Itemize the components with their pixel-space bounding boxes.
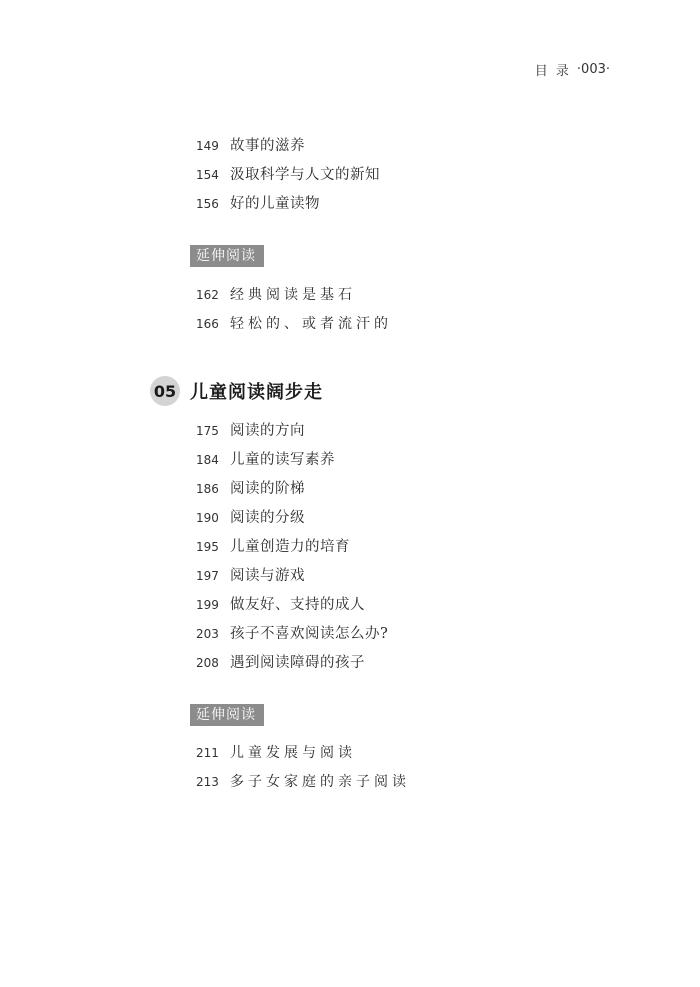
toc-title: 儿童的读写素养 xyxy=(230,452,335,468)
toc-entry[interactable] xyxy=(196,622,388,644)
toc-entry[interactable] xyxy=(196,535,350,557)
page-header xyxy=(535,60,610,79)
toc-title: 阅读与游戏 xyxy=(230,568,305,584)
toc-entry[interactable] xyxy=(196,564,305,586)
toc-entry[interactable] xyxy=(196,771,410,793)
toc-page-number: 203 xyxy=(196,627,219,641)
toc-page-number: 211 xyxy=(196,746,219,760)
toc-entry[interactable] xyxy=(196,448,335,470)
toc-title: 阅读的方向 xyxy=(230,423,305,439)
toc-entry[interactable] xyxy=(196,742,356,764)
toc-page-number: 199 xyxy=(196,598,219,612)
toc-page-number: 166 xyxy=(196,317,219,331)
toc-title: 多子女家庭的亲子阅读 xyxy=(230,774,410,790)
toc-page-number: 213 xyxy=(196,775,219,789)
toc-entry[interactable] xyxy=(196,477,305,499)
toc-title: 阅读的阶梯 xyxy=(230,481,305,497)
toc-page-number: 156 xyxy=(196,197,219,211)
toc-page-number: 149 xyxy=(196,139,219,153)
toc-entry[interactable] xyxy=(196,593,365,615)
toc-page-number: 162 xyxy=(196,288,219,302)
toc-title: 做友好、支持的成人 xyxy=(230,597,365,613)
toc-page-number: 184 xyxy=(196,453,219,467)
extended-reading-badge: 延伸阅读 xyxy=(190,245,264,267)
toc-page-number: 190 xyxy=(196,511,219,525)
toc-title: 遇到阅读障碍的孩子 xyxy=(230,655,365,671)
toc-entry[interactable] xyxy=(196,284,356,306)
toc-entry[interactable] xyxy=(196,134,305,156)
toc-entry[interactable] xyxy=(196,419,305,441)
extended-reading-badge: 延伸阅读 xyxy=(190,704,264,726)
toc-title: 儿童创造力的培育 xyxy=(230,539,350,555)
chapter-title: 儿童阅读阔步走 xyxy=(190,382,323,403)
chapter-heading[interactable] xyxy=(150,376,323,406)
toc-title: 故事的滋养 xyxy=(230,138,305,154)
toc-page-number: 208 xyxy=(196,656,219,670)
toc-page-number: 197 xyxy=(196,569,219,583)
toc-page-number: 154 xyxy=(196,168,219,182)
toc-title: 好的儿童读物 xyxy=(230,196,320,212)
toc-entry[interactable] xyxy=(196,163,380,185)
chapter-number-badge: 05 xyxy=(150,376,180,406)
page-number: ·003· xyxy=(576,62,610,77)
toc-page-number: 186 xyxy=(196,482,219,496)
toc-page-number: 195 xyxy=(196,540,219,554)
toc-title: 孩子不喜欢阅读怎么办? xyxy=(230,626,389,642)
toc-entry[interactable] xyxy=(196,506,305,528)
toc-title: 阅读的分级 xyxy=(230,510,305,526)
toc-page-number: 175 xyxy=(196,424,219,438)
toc-entry[interactable] xyxy=(196,192,320,214)
toc-title: 经典阅读是基石 xyxy=(230,287,356,303)
toc-entry[interactable] xyxy=(196,313,392,335)
toc-title: 儿童发展与阅读 xyxy=(230,745,356,761)
toc-title: 轻松的、或者流汗的 xyxy=(230,316,392,332)
header-label: 目 录 xyxy=(534,64,571,79)
toc-entry[interactable] xyxy=(196,651,365,673)
toc-title: 汲取科学与人文的新知 xyxy=(230,167,380,183)
